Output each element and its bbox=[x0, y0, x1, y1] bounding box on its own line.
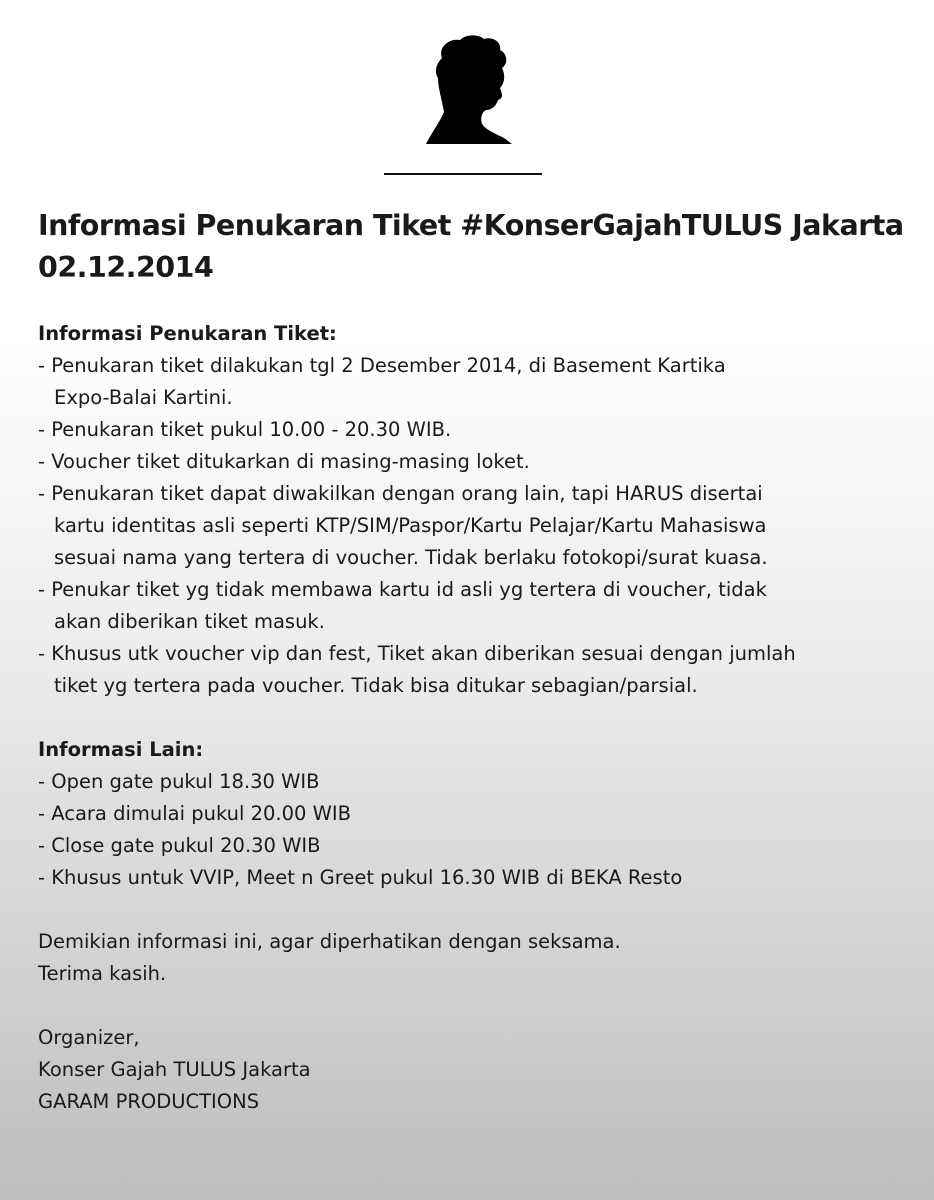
list-item-continuation: tiket yg tertera pada voucher. Tidak bisa ditukar sebagian/parsial. bbox=[54, 674, 698, 697]
list-item: - Acara dimulai pukul 20.00 WIB bbox=[38, 802, 352, 825]
section-heading-ticket-exchange: Informasi Penukaran Tiket: bbox=[38, 322, 337, 345]
list-item: - Khusus untuk VVIP, Meet n Greet pukul 16.30 WIB di BEKA Resto bbox=[38, 866, 683, 889]
section-heading-other-info: Informasi Lain: bbox=[38, 738, 204, 761]
document-body bbox=[38, 318, 918, 1118]
signature-event: Konser Gajah TULUS Jakarta bbox=[38, 1058, 311, 1081]
list-item-continuation: Expo-Balai Kartini. bbox=[54, 386, 233, 409]
signature-company: GARAM PRODUCTIONS bbox=[38, 1090, 260, 1113]
closing-text: Demikian informasi ini, agar diperhatikan dengan seksama. bbox=[38, 930, 621, 953]
list-item-continuation: sesuai nama yang tertera di voucher. Tidak berlaku fotokopi/surat kuasa. bbox=[54, 546, 768, 569]
list-item: - Penukaran tiket dilakukan tgl 2 Desember 2014, di Basement Kartika bbox=[38, 354, 726, 377]
list-item: - Penukaran tiket pukul 10.00 - 20.30 WIB. bbox=[38, 418, 452, 441]
signature-role: Organizer, bbox=[38, 1026, 140, 1049]
list-item: - Khusus utk voucher vip dan fest, Tiket akan diberikan sesuai dengan jumlah bbox=[38, 642, 796, 665]
list-item: - Penukar tiket yg tidak membawa kartu id asli yg tertera di voucher, tidak bbox=[38, 578, 767, 601]
title-line: Informasi Penukaran Tiket #KonserGajahTULUS Jakarta bbox=[38, 209, 904, 242]
list-item: - Open gate pukul 18.30 WIB bbox=[38, 770, 320, 793]
list-item: - Penukaran tiket dapat diwakilkan dengan orang lain, tapi HARUS disertai bbox=[38, 482, 763, 505]
closing-thanks: Terima kasih. bbox=[38, 962, 167, 985]
page-title bbox=[38, 205, 918, 289]
divider bbox=[384, 173, 542, 175]
title-date: 02.12.2014 bbox=[38, 251, 214, 284]
list-item-continuation: kartu identitas asli seperti KTP/SIM/Paspor/Kartu Pelajar/Kartu Mahasiswa bbox=[54, 514, 767, 537]
silhouette-logo-icon bbox=[420, 34, 518, 146]
list-item: - Voucher tiket ditukarkan di masing-masing loket. bbox=[38, 450, 530, 473]
list-item-continuation: akan diberikan tiket masuk. bbox=[54, 610, 325, 633]
list-item: - Close gate pukul 20.30 WIB bbox=[38, 834, 321, 857]
